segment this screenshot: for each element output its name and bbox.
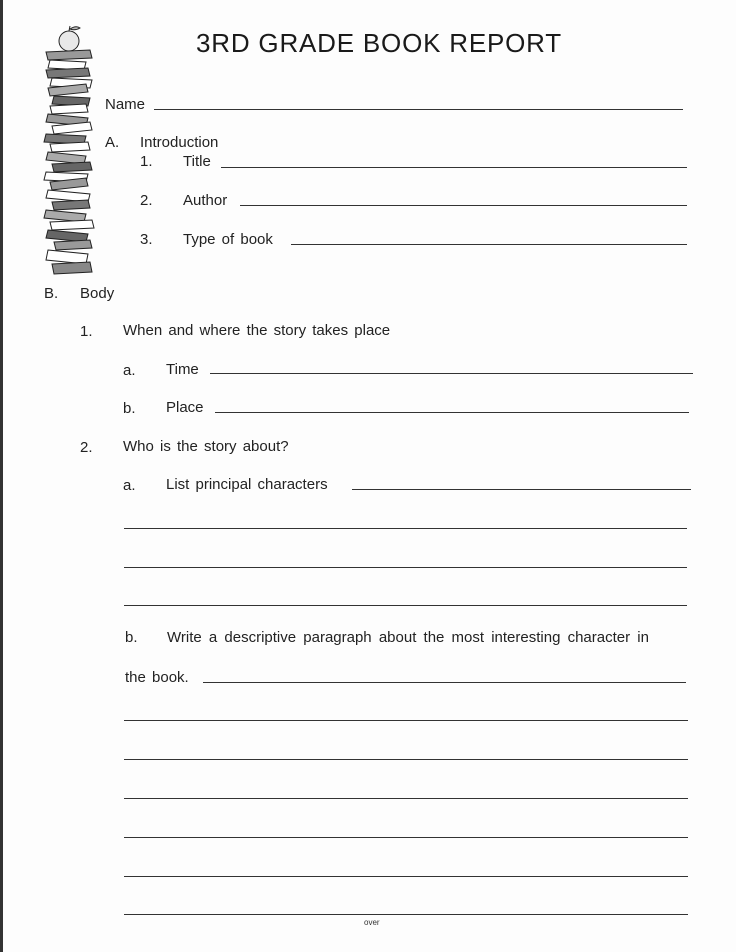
characters-label: List principal characters xyxy=(166,476,328,493)
characters-line-2[interactable] xyxy=(124,528,687,529)
characters-line-3[interactable] xyxy=(124,567,687,568)
name-label: Name xyxy=(105,96,146,113)
page-title: 3RD GRADE BOOK REPORT xyxy=(196,28,562,58)
paragraph-line-6[interactable] xyxy=(124,876,688,877)
type-of-book-number: 3. xyxy=(140,231,153,248)
paragraph-line-4[interactable] xyxy=(124,798,688,799)
title-label: Title xyxy=(183,153,211,170)
place-line[interactable] xyxy=(215,412,689,413)
title-number: 1. xyxy=(140,153,153,170)
question-1-number: 1. xyxy=(80,323,93,340)
intro-label: Introduction xyxy=(140,134,219,151)
paragraph-line-2[interactable] xyxy=(124,720,688,721)
intro-marker: A. xyxy=(105,134,120,151)
paragraph-marker: b. xyxy=(125,629,138,646)
author-line[interactable] xyxy=(240,205,687,206)
type-of-book-line[interactable] xyxy=(291,244,687,245)
name-line[interactable] xyxy=(154,109,683,110)
paragraph-line-1[interactable] xyxy=(203,682,686,683)
characters-marker: a. xyxy=(123,477,136,494)
author-number: 2. xyxy=(140,192,153,209)
place-marker: b. xyxy=(123,400,136,417)
paragraph-line-7[interactable] xyxy=(124,914,688,915)
title-line[interactable] xyxy=(221,167,687,168)
time-label: Time xyxy=(166,361,199,378)
paragraph-line-3[interactable] xyxy=(124,759,688,760)
characters-line-1[interactable] xyxy=(352,489,691,490)
body-marker: B. xyxy=(44,285,59,302)
place-label: Place xyxy=(166,399,204,416)
author-label: Author xyxy=(183,192,228,209)
type-of-book-label: Type of book xyxy=(183,231,273,248)
paragraph-line-5[interactable] xyxy=(124,837,688,838)
question-2-text: Who is the story about? xyxy=(123,438,289,455)
body-label: Body xyxy=(80,285,115,302)
characters-line-4[interactable] xyxy=(124,605,687,606)
page-edge xyxy=(0,0,3,952)
time-marker: a. xyxy=(123,362,136,379)
paragraph-prompt: Write a descriptive paragraph about the most interesting character in xyxy=(167,629,649,646)
question-2-number: 2. xyxy=(80,439,93,456)
question-1-text: When and where the story takes place xyxy=(123,322,391,339)
paragraph-prompt-continued: the book. xyxy=(125,669,189,686)
footer-over: over xyxy=(364,918,380,927)
book-stack-with-apple-icon xyxy=(40,24,98,280)
time-line[interactable] xyxy=(210,373,693,374)
